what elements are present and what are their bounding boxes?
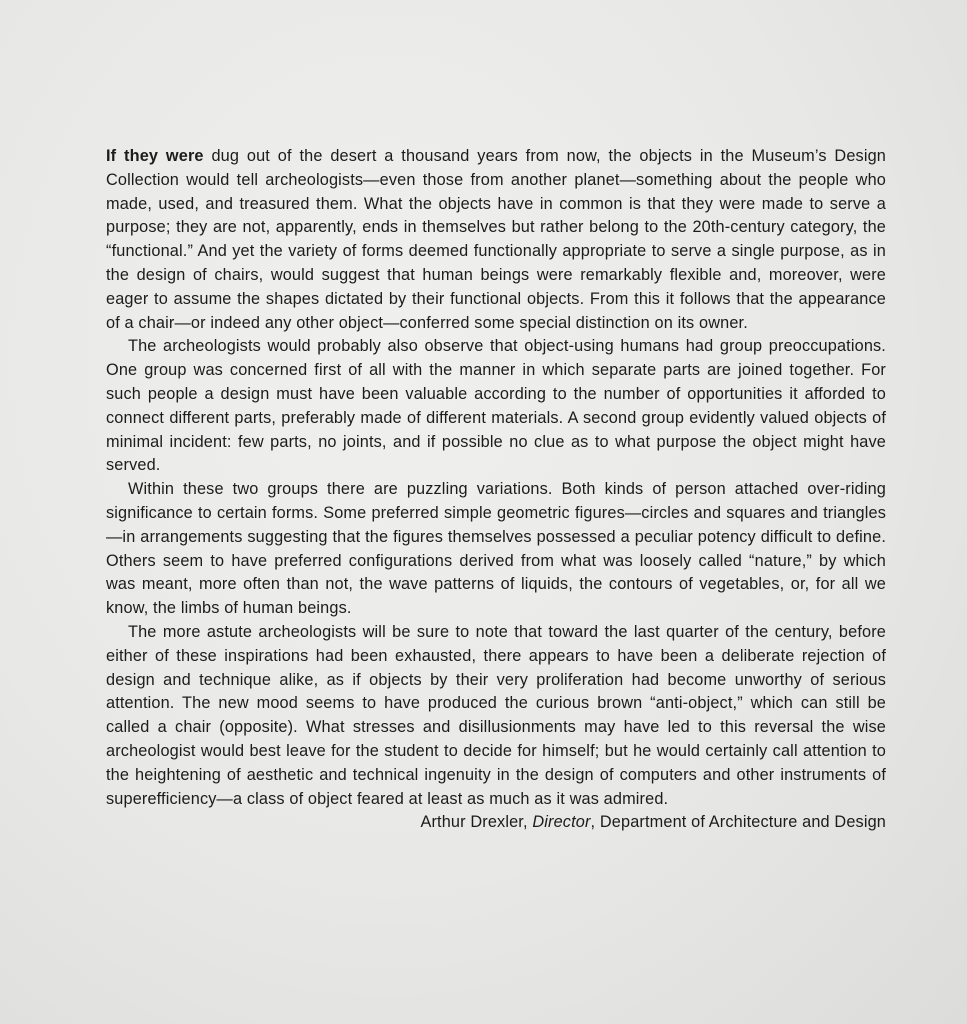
paragraph-3: Within these two groups there are puzzling variations. Both kinds of person attached over-riding significance to certain forms. Some preferred simple geometric figures—circles and squares and triangles—in arrangements suggesting that the figures themselves possessed a peculiar potency difficult to define. Others seem to have preferred configurations derived from what was loosely called “nature,” by which was meant, more often than not, the wave patterns of liquids, the contours of vegetables, or, for all we know, the limbs of human beings.: [106, 480, 886, 618]
author-signature: [106, 811, 886, 835]
author-title: Director: [532, 813, 591, 832]
lead-in-bold: If they were: [106, 147, 204, 165]
paragraph-2: The archeologists would probably also observe that object-using humans had group preoccupations. One group was concerned first of all with the manner in which separate parts are joined together. For such people a design must have been valuable according to the number of opportunities it afforded to connect different parts, preferably made of different materials. A second group evidently valued objects of minimal incident: few parts, no joints, and if possible no clue as to what purpose the object might have served.: [106, 337, 886, 475]
paragraph-1-text: dug out of the desert a thousand years from now, the objects in the Museum’s Design Collection would tell archeologists—even those from another planet—something about the people who made, used, and treasured them. What the objects have in common is that they were made to serve a purpose; they are not, apparently, ends in themselves but rather belong to the 20th-century category, the “functional.” And yet the variety of forms deemed functionally appropriate to serve a single purpose, as in the design of chairs, would suggest that human beings were remarkably flexible and, moreover, were eager to assume the shapes dictated by their functional objects. From this it follows that the appearance of a chair—or indeed any other object—conferred some special distinction on its owner.: [106, 147, 887, 332]
author-name: Arthur Drexler,: [420, 813, 533, 832]
author-department: , Department of Architecture and Design: [590, 813, 886, 832]
essay-text-block: [106, 145, 886, 835]
paragraph-1: [106, 145, 886, 335]
paragraph-4: The more astute archeologists will be sure to note that toward the last quarter of the century, before either of these inspirations had been exhausted, there appears to have been a deliberate rejection of design and technique alike, as if objects by their very proliferation had become unworthy of serious attention. The new mood seems to have produced the curious brown “anti-object,” which can still be called a chair (opposite). What stresses and disillusionments may have led to this reversal the wise archeologist would best leave for the student to decide for himself; but he would certainly call attention to the heightening of aesthetic and technical ingenuity in the design of computers and other instruments of superefficiency—a class of object feared at least as much as it was admired.: [106, 622, 886, 808]
